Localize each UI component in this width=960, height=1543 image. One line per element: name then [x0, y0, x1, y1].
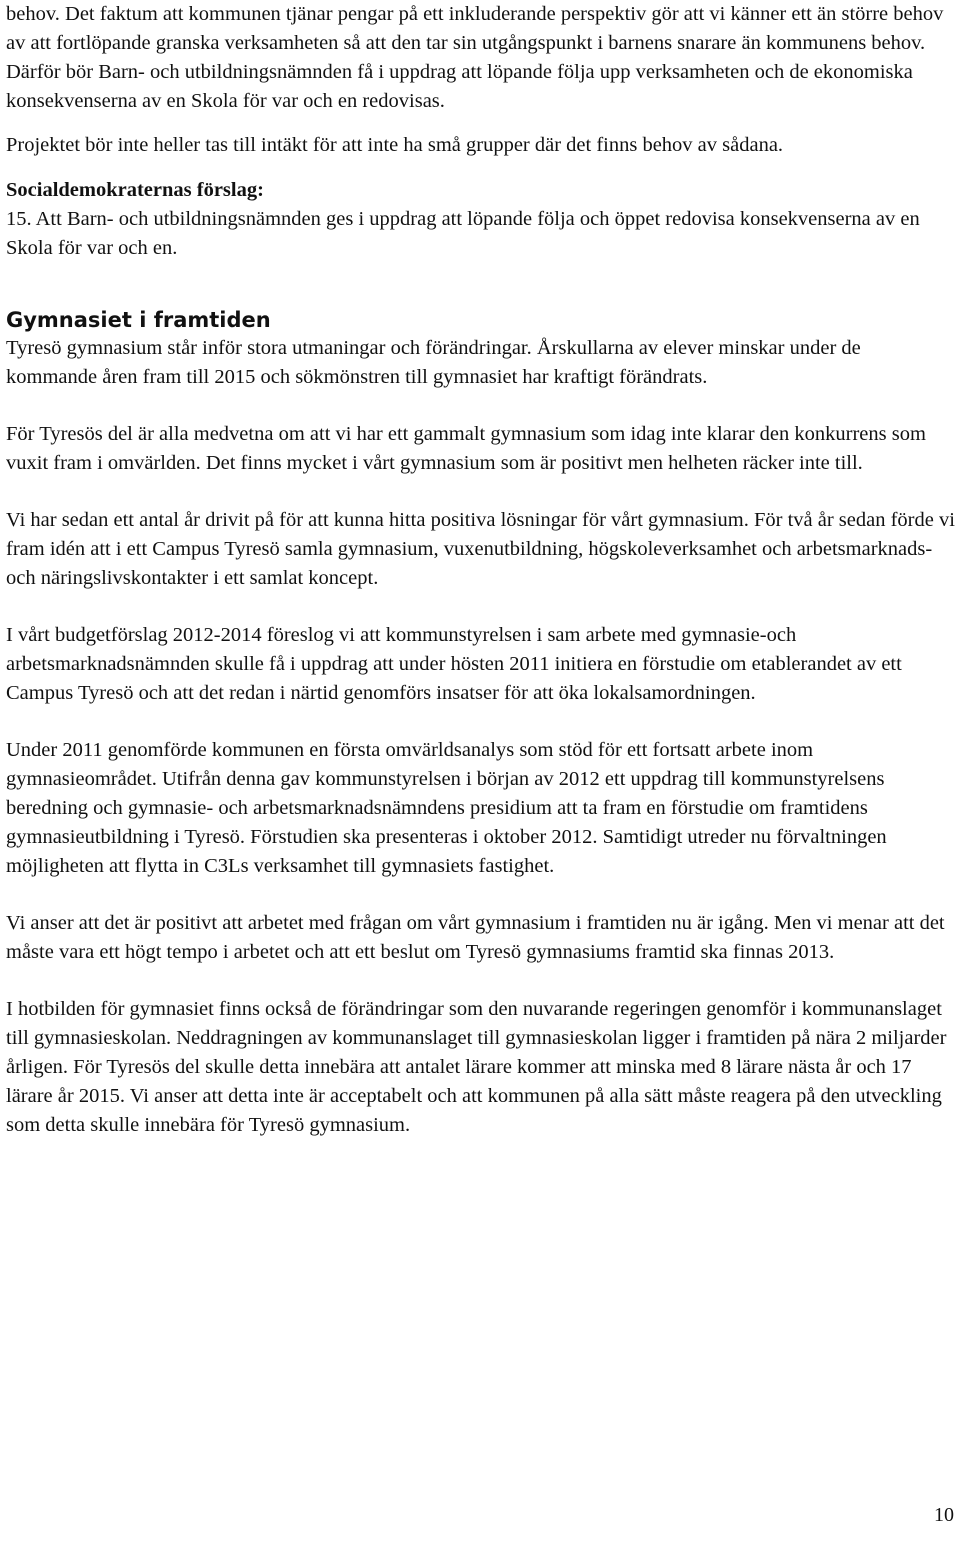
section-heading: Gymnasiet i framtiden: [6, 308, 271, 332]
intro-paragraph: behov. Det faktum att kommunen tjänar pengar på ett inkluderande perspektiv gör att vi känner ett än större behov av att fortlöpande granska verksamheten så att den tar sin utgångspunkt i barnens snarare än kommunens behov. Därför bör Barn- och utbildningsnämnden få i uppdrag att löpande följa upp verksamheten och de ekonomiska konsekvenserna av en Skola för var och en redovisas.: [6, 3, 944, 112]
proposal-text: 15. Att Barn- och utbildningsnämnden ges i uppdrag att löpande följa och öppet redovisa konsekvenserna av en Skola för var och en.: [6, 208, 920, 259]
page-number: 10: [934, 1504, 954, 1526]
body-paragraph: I hotbilden för gymnasiet finns också de förändringar som den nuvarande regeringen genomför i kommunanslaget till gymnasieskolan. Neddragningen av kommunanslaget till gymnasieskolan ligger i framtiden på nära 2 miljarder årligen. För Tyresös del skulle detta innebära att antalet lärare kommer att minska med 8 lärare nästa år och 17 lärare år 2015. Vi anser att detta inte är acceptabelt och att kommunen på alla sätt måste reagera på den utveckling som detta skulle innebära för Tyresö gymnasium.: [6, 998, 947, 1136]
body-paragraph: I vårt budgetförslag 2012-2014 föreslog vi att kommunstyrelsen i sam arbete med gymnasie-och arbetsmarknadsnämnden skulle få i uppdrag att under hösten 2011 initiera en förstudie om etablerandet av ett Campus Tyresö och att det redan i närtid genomförs insatser för att öka lokalsamordningen.: [6, 624, 902, 704]
body-paragraph: Tyresö gymnasium står inför stora utmaningar och förändringar. Årskullarna av elever minskar under de kommande åren fram till 2015 och sökmönstren till gymnasiet har kraftigt förändrats.: [6, 337, 861, 388]
document-page: [6, 0, 956, 1140]
body-paragraph: Vi anser att det är positivt att arbetet med frågan om vårt gymnasium i framtiden nu är igång. Men vi menar att det måste vara ett högt tempo i arbetet och att ett beslut om Tyresö gymnasiums framtid ska finnas 2013.: [6, 912, 945, 963]
body-paragraph: För Tyresös del är alla medvetna om att vi har ett gammalt gymnasium som idag inte klarar den konkurrens som vuxit fram i omvärlden. Det finns mycket i vårt gymnasium som är positivt men helheten räcker inte till.: [6, 423, 926, 474]
proposal-label: Socialdemokraternas förslag:: [6, 179, 264, 201]
body-paragraph: Under 2011 genomförde kommunen en första omvärldsanalys som stöd för ett fortsatt arbete inom gymnasieområdet. Utifrån denna gav kommunstyrelsen i början av 2012 ett uppdrag till kommunstyrelsens beredning och gymnasie- och arbetsmarknadsnämndens presidium att ta fram en förstudie om framtidens gymnasieutbildning i Tyresö. Förstudien ska presenteras i oktober 2012. Samtidigt utreder nu förvaltningen möjligheten att flytta in C3Ls verksamhet till gymnasiets fastighet.: [6, 739, 887, 877]
body-paragraph: Vi har sedan ett antal år drivit på för att kunna hitta positiva lösningar för vårt gymnasium. För två år sedan förde vi fram idén att i ett Campus Tyresö samla gymnasium, vuxenutbildning, högskoleverksamhet och arbetsmarknads- och näringslivskontakter i ett samlat koncept.: [6, 509, 955, 589]
project-paragraph: Projektet bör inte heller tas till intäkt för att inte ha små grupper där det finns behov av sådana.: [6, 134, 784, 156]
